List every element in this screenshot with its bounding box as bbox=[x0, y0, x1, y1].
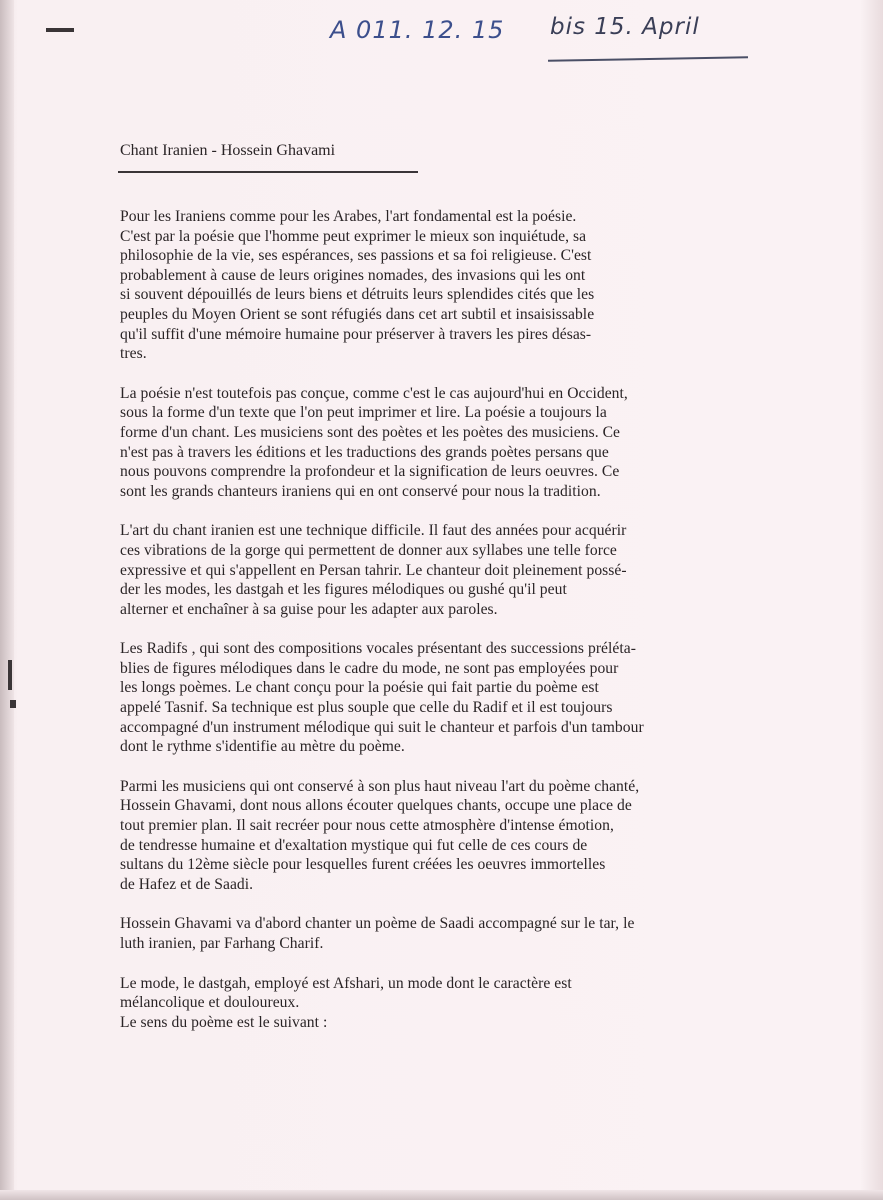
text-line: forme d'un chant. Les musiciens sont des poètes et les poètes des musiciens. Ce bbox=[120, 423, 621, 441]
handwritten-annotation bbox=[330, 12, 750, 62]
text-line: Pour les Iraniens comme pour les Arabes, l'art fondamental est la poésie. bbox=[120, 208, 577, 225]
scan-left-edge bbox=[0, 0, 14, 1200]
text-line: les longs poèmes. Le chant conçu pour la poésie qui fait partie du poème est bbox=[120, 679, 599, 697]
text-line: accompagné d'un instrument mélodique qui suit le chanteur et parfois d'un tambour bbox=[120, 718, 644, 736]
paragraph bbox=[120, 207, 846, 364]
text-line: luth iranien, par Farhang Charif. bbox=[120, 935, 324, 952]
handwritten-note: bis 15. April bbox=[550, 14, 700, 40]
punch-mark bbox=[10, 700, 16, 708]
document-title: Chant Iranien - Hossein Ghavami bbox=[120, 142, 336, 159]
text-line: der les modes, les dastgah et les figures mélodiques ou gushé qu'il peut bbox=[120, 581, 567, 599]
text-line: L'art du chant iranien est une technique difficile. Il faut des années pour acquérir bbox=[120, 522, 627, 540]
text-line: sultans du 12ème siècle pour lesquelles furent créées les oeuvres immortelles bbox=[120, 856, 606, 874]
punch-mark bbox=[8, 660, 12, 690]
text-line: si souvent dépouillés de leurs biens et détruits leurs splendides cités que les bbox=[120, 286, 595, 304]
text-line: qu'il suffit d'une mémoire humaine pour préserver à travers les pires désas- bbox=[120, 325, 592, 343]
punch-mark bbox=[46, 28, 74, 32]
text-line: tres. bbox=[120, 345, 147, 363]
text-line: La poésie n'est toutefois pas conçue, comme c'est le cas aujourd'hui en Occident, bbox=[120, 384, 628, 402]
text-line: philosophie de la vie, ses espérances, ses passions et sa foi religieuse. C'est bbox=[120, 247, 592, 265]
paragraph bbox=[120, 974, 846, 1033]
title-underline bbox=[118, 171, 418, 173]
text-line: Hossein Ghavami, dont nous allons écouter quelques chants, occupe une place de bbox=[120, 797, 632, 815]
text-line: dont le rythme s'identifie au mètre du poème. bbox=[120, 738, 405, 756]
text-line: C'est par la poésie que l'homme peut exprimer le mieux son inquiétude, sa bbox=[120, 227, 587, 245]
paragraph bbox=[120, 521, 846, 619]
text-line: probablement à cause de leurs origines nomades, des invasions qui les ont bbox=[120, 266, 586, 284]
text-line: ces vibrations de la gorge qui permettent de donner aux syllabes une telle force bbox=[120, 541, 617, 559]
text-line: de Hafez et de Saadi. bbox=[120, 875, 254, 893]
text-line: alterner et enchaîner à sa guise pour les adapter aux paroles. bbox=[120, 600, 498, 618]
scan-bottom-edge bbox=[0, 1190, 883, 1200]
text-line: sous la forme d'un texte que l'on peut imprimer et lire. La poésie a toujours la bbox=[120, 404, 607, 422]
text-line: blies de figures mélodiques dans le cadre du mode, ne sont pas employées pour bbox=[120, 659, 619, 677]
text-line: expressive et qui s'appellent en Persan tahrir. Le chanteur doit pleinement possé- bbox=[120, 561, 627, 579]
text-line: mélancolique et douloureux. bbox=[120, 994, 300, 1012]
text-line: Hossein Ghavami va d'abord chanter un poème de Saadi accompagné sur le tar, le bbox=[120, 915, 635, 933]
text-line: nous pouvons comprendre la profondeur et la signification de leurs oeuvres. Ce bbox=[120, 463, 620, 481]
archive-reference: A 011. 12. 15 bbox=[330, 16, 505, 44]
text-line: Le sens du poème est le suivant : bbox=[120, 1013, 328, 1031]
text-line: peuples du Moyen Orient se sont réfugiés dans cet art subtil et insaisissable bbox=[120, 305, 595, 323]
text-line: sont les grands chanteurs iraniens qui en ont conservé pour nous la tradition. bbox=[120, 482, 601, 500]
text-line: Le mode, le dastgah, employé est Afshari, un mode dont le caractère est bbox=[120, 974, 572, 992]
paragraph bbox=[120, 639, 846, 757]
text-line: tout premier plan. Il sait recréer pour nous cette atmosphère d'intense émotion, bbox=[120, 817, 614, 835]
text-line: appelé Tasnif. Sa technique est plus souple que celle du Radif et il est toujours bbox=[120, 699, 613, 717]
paragraph bbox=[120, 914, 846, 953]
text-line: de tendresse humaine et d'exaltation mystique qui fut celle de ces cours de bbox=[120, 836, 588, 854]
text-line: Parmi les musiciens qui ont conservé à son plus haut niveau l'art du poème chanté, bbox=[120, 777, 640, 795]
handwritten-underline bbox=[548, 56, 748, 61]
text-line: Les Radifs , qui sont des compositions vocales présentant des successions préléta- bbox=[120, 640, 636, 658]
document-body bbox=[120, 207, 846, 1052]
text-line: n'est pas à travers les éditions et les traductions des grands poètes persans que bbox=[120, 443, 609, 461]
paragraph bbox=[120, 384, 846, 502]
paragraph bbox=[120, 777, 846, 895]
